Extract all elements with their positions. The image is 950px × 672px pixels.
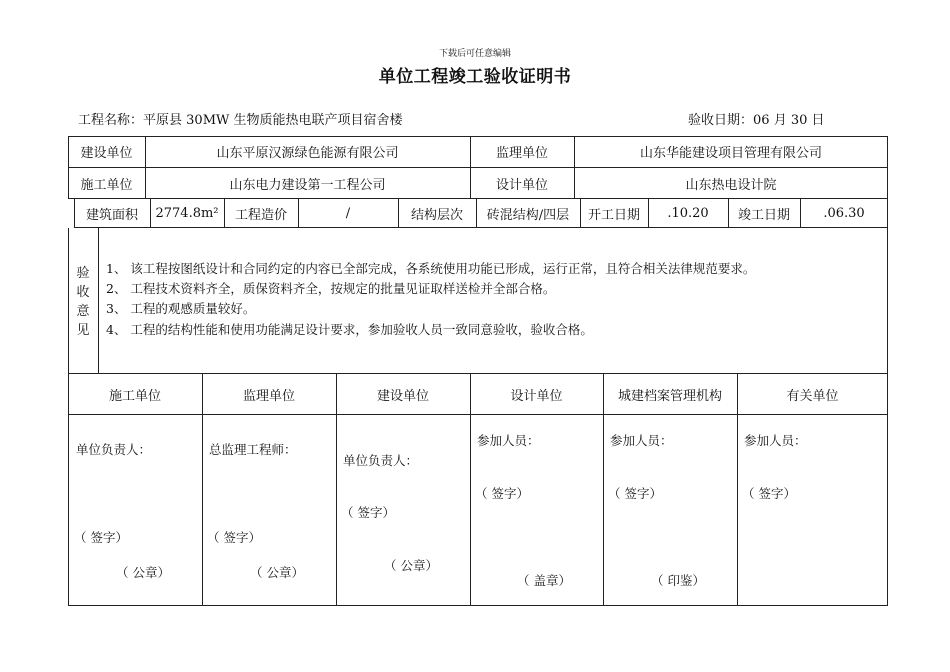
start-date-value: .10.20	[667, 206, 709, 221]
opinion-label-char: 见	[76, 323, 90, 338]
acceptance-date	[688, 109, 825, 128]
sig-col5-role: 参加人员：	[610, 433, 673, 448]
sig-col1-sign: （ 签字）	[74, 530, 128, 545]
sig-col2-role: 总监理工程师：	[209, 442, 297, 457]
sig-col6-role: 参加人员：	[744, 433, 807, 448]
sig-header-related: 有关单位	[786, 388, 839, 404]
cost-value: /	[345, 206, 351, 221]
sig-col3-seal: （ 公章）	[384, 558, 438, 573]
sig-col3-sign: （ 签字）	[341, 505, 395, 520]
opinion-item-3: 3、 工程的观感质量较好。	[106, 301, 256, 316]
project-label: 工程名称：	[78, 113, 144, 128]
cost-label: 工程造价	[234, 208, 287, 223]
opinion-label-char: 收	[76, 285, 90, 300]
area-label: 建筑面积	[85, 208, 138, 223]
sig-col4-sign: （ 签字）	[475, 486, 529, 501]
finish-date-label: 竣工日期	[737, 208, 790, 223]
edit-note: 下载后可任意编辑	[438, 49, 511, 59]
page-title: 单位工程竣工验收证明书	[378, 67, 572, 87]
opinion-label	[75, 264, 91, 340]
opinion-label-divider	[98, 228, 99, 374]
project-value: 平原县 30MW 生物质能热电联产项目宿舍楼	[143, 113, 403, 128]
opinion-label-char: 意	[76, 304, 90, 319]
opinion-item-1: 1、 该工程按图纸设计和合同约定的内容已全部完成，各系统使用功能已形成，运行正常，且符合相关法律规范要求。	[106, 261, 756, 276]
builder-value: 山东平原汉源绿色能源有限公司	[216, 146, 399, 161]
designer-value: 山东热电设计院	[685, 177, 777, 193]
opinion-item-2: 2、 工程技术资料齐全，质保资料齐全，按规定的批量见证取样送检并全部合格。	[106, 281, 556, 296]
opinion-item-4: 4、 工程的结构性能和使用功能满足设计要求，参加验收人员一致同意验收，验收合格。	[106, 322, 593, 337]
sig-col4-role: 参加人员：	[477, 433, 540, 448]
sig-header-designer: 设计单位	[510, 388, 563, 404]
structure-value: 砖混结构/四层	[486, 208, 570, 223]
finish-date-value: .06.30	[823, 206, 865, 221]
sig-col1-seal: （ 公章）	[116, 565, 170, 580]
supervisor-label: 监理单位	[495, 146, 548, 161]
structure-label: 结构层次	[410, 208, 463, 223]
opinion-label-char: 验	[76, 266, 90, 281]
start-date-label: 开工日期	[587, 208, 640, 223]
sig-col2-sign: （ 签字）	[207, 530, 261, 545]
date-label: 验收日期：	[688, 113, 754, 128]
sig-header-constructor: 施工单位	[108, 388, 161, 404]
sig-col4-seal: （ 盖章）	[517, 573, 571, 588]
builder-label: 建设单位	[80, 146, 133, 161]
project-name	[78, 109, 403, 128]
sig-col2-seal: （ 公章）	[250, 565, 304, 580]
constructor-value: 山东电力建设第一工程公司	[229, 177, 386, 193]
sig-col5-seal: （ 印鉴）	[651, 573, 705, 588]
signature-header-divider	[68, 414, 888, 415]
sig-col5-sign: （ 签字）	[608, 486, 662, 501]
sig-col3-role: 单位负责人：	[343, 453, 419, 468]
supervisor-value: 山东华能建设项目管理有限公司	[639, 146, 822, 161]
sig-col6-sign: （ 签字）	[742, 486, 796, 501]
sig-header-builder: 建设单位	[376, 388, 429, 404]
constructor-label: 施工单位	[80, 177, 133, 193]
sig-header-archive: 城建档案管理机构	[617, 388, 722, 404]
sig-col1-role: 单位负责人：	[76, 442, 152, 457]
area-value: 2774.8m²	[155, 206, 219, 221]
sig-header-supervisor: 监理单位	[242, 388, 295, 404]
date-value: 06 月 30 日	[753, 113, 825, 128]
designer-label: 设计单位	[495, 177, 548, 193]
